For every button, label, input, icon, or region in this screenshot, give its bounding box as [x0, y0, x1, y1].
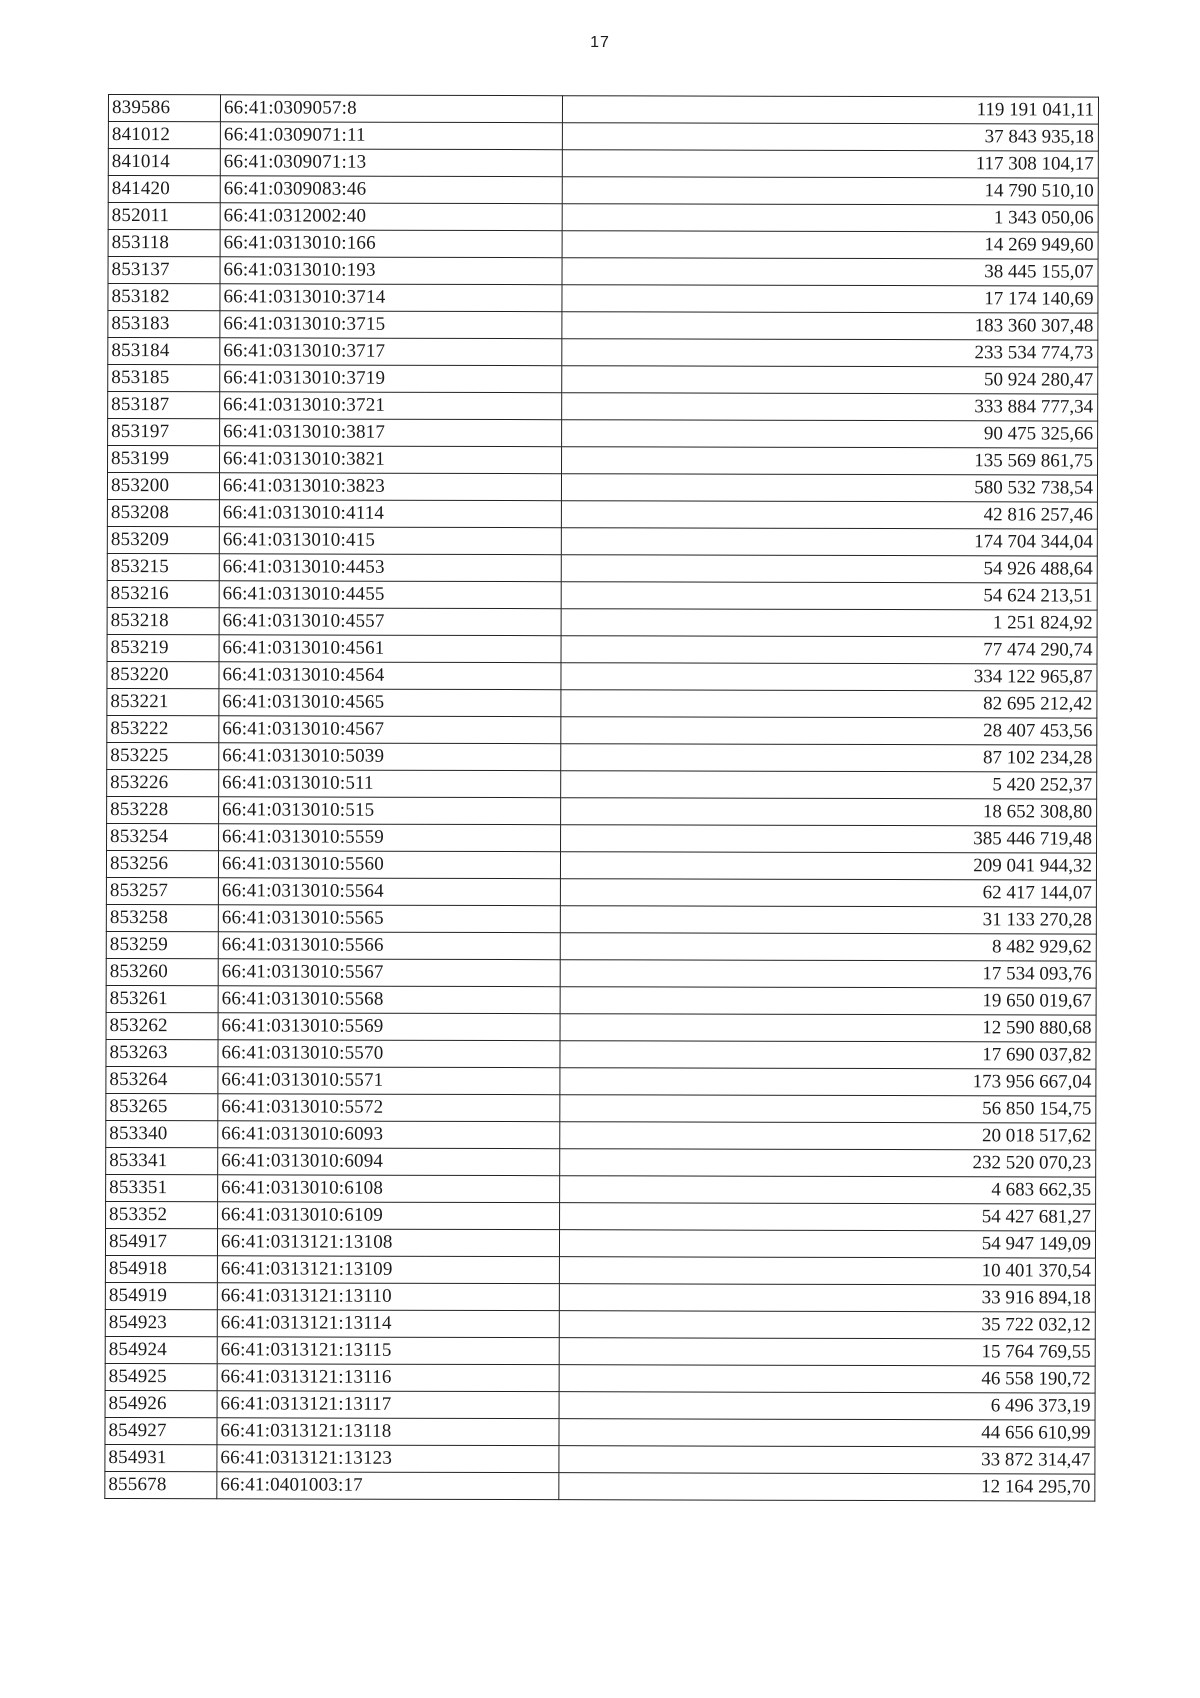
row-cadastral-number-cell: 66:41:0313010:5568 [218, 986, 560, 1014]
row-code-cell: 853260 [106, 958, 218, 985]
row-amount-cell: 385 446 719,48 [561, 825, 1097, 853]
table-row [107, 607, 1097, 637]
row-amount-cell: 31 133 270,28 [560, 906, 1096, 934]
row-amount-cell: 334 122 965,87 [561, 663, 1097, 691]
table-row [107, 688, 1097, 718]
row-amount-cell: 20 018 517,62 [560, 1122, 1096, 1150]
row-amount-cell: 44 656 610,99 [559, 1419, 1095, 1447]
data-table [104, 94, 1099, 1502]
row-cadastral-number-cell: 66:41:0313010:5564 [218, 878, 560, 906]
row-cadastral-number-cell: 66:41:0313010:4564 [219, 662, 561, 690]
row-code-cell: 853216 [107, 580, 219, 607]
row-code-cell: 854917 [105, 1228, 217, 1255]
row-amount-cell: 77 474 290,74 [561, 636, 1097, 664]
row-code-cell: 853185 [108, 365, 220, 392]
row-amount-cell: 209 041 944,32 [560, 852, 1096, 880]
table-row [108, 203, 1098, 233]
table-row [108, 176, 1098, 206]
row-code-cell: 853199 [108, 446, 220, 473]
row-cadastral-number-cell: 66:41:0313010:5559 [219, 824, 561, 852]
row-code-cell: 853200 [107, 473, 219, 500]
row-cadastral-number-cell: 66:41:0313010:4114 [219, 500, 561, 528]
table-row [105, 1417, 1095, 1447]
row-code-cell: 853257 [106, 877, 218, 904]
row-cadastral-number-cell: 66:41:0313010:5572 [218, 1094, 560, 1122]
row-amount-cell: 54 926 488,64 [561, 555, 1097, 583]
row-cadastral-number-cell: 66:41:0313121:13108 [217, 1229, 559, 1257]
row-cadastral-number-cell: 66:41:0313010:4557 [219, 608, 561, 636]
table-row [106, 931, 1096, 961]
table-row [108, 419, 1098, 449]
table-row [108, 311, 1098, 341]
row-code-cell: 853137 [108, 257, 220, 284]
table-row [107, 473, 1097, 503]
row-code-cell: 839586 [108, 95, 220, 122]
row-code-cell: 853228 [107, 796, 219, 823]
row-amount-cell: 18 652 308,80 [561, 798, 1097, 826]
row-amount-cell: 50 924 280,47 [562, 366, 1098, 394]
row-code-cell: 853226 [107, 769, 219, 796]
row-amount-cell: 28 407 453,56 [561, 717, 1097, 745]
row-code-cell: 853256 [106, 850, 218, 877]
row-code-cell: 853219 [107, 634, 219, 661]
table-row [105, 1228, 1095, 1258]
table-row [105, 1363, 1095, 1393]
row-code-cell: 853254 [107, 823, 219, 850]
table-row [106, 958, 1096, 988]
table-row [107, 526, 1097, 556]
row-cadastral-number-cell: 66:41:0313010:4455 [219, 581, 561, 609]
table-row [106, 850, 1096, 880]
row-cadastral-number-cell: 66:41:0313010:6108 [218, 1175, 560, 1203]
row-cadastral-number-cell: 66:41:0309083:46 [220, 176, 562, 204]
row-code-cell: 841012 [108, 122, 220, 149]
table-row [108, 392, 1098, 422]
row-cadastral-number-cell: 66:41:0313010:415 [219, 527, 561, 555]
row-code-cell: 853184 [108, 338, 220, 365]
table-row [108, 122, 1098, 152]
row-code-cell: 853187 [108, 392, 220, 419]
row-amount-cell: 33 916 894,18 [559, 1284, 1095, 1312]
row-amount-cell: 17 174 140,69 [562, 285, 1098, 313]
row-code-cell: 852011 [108, 203, 220, 230]
table-row [107, 742, 1097, 772]
row-cadastral-number-cell: 66:41:0313010:3714 [220, 284, 562, 312]
row-amount-cell: 42 816 257,46 [561, 501, 1097, 529]
table-row [105, 1282, 1095, 1312]
row-cadastral-number-cell: 66:41:0313010:3817 [220, 419, 562, 447]
table-row [108, 95, 1098, 125]
row-cadastral-number-cell: 66:41:0313010:3715 [220, 311, 562, 339]
row-cadastral-number-cell: 66:41:0313010:6093 [218, 1121, 560, 1149]
row-amount-cell: 19 650 019,67 [560, 987, 1096, 1015]
row-code-cell: 853259 [106, 931, 218, 958]
row-cadastral-number-cell: 66:41:0309071:11 [220, 122, 562, 150]
row-cadastral-number-cell: 66:41:0313010:5570 [218, 1040, 560, 1068]
row-code-cell: 853221 [107, 688, 219, 715]
row-amount-cell: 38 445 155,07 [562, 258, 1098, 286]
row-cadastral-number-cell: 66:41:0401003:17 [217, 1472, 559, 1500]
row-amount-cell: 173 956 667,04 [560, 1068, 1096, 1096]
table-row [106, 1201, 1096, 1231]
row-code-cell: 853262 [106, 1012, 218, 1039]
row-code-cell: 854923 [105, 1309, 217, 1336]
row-amount-cell: 135 569 861,75 [562, 447, 1098, 475]
row-amount-cell: 580 532 738,54 [561, 474, 1097, 502]
row-code-cell: 853225 [107, 742, 219, 769]
row-code-cell: 853182 [108, 284, 220, 311]
row-cadastral-number-cell: 66:41:0313010:5566 [218, 932, 560, 960]
row-cadastral-number-cell: 66:41:0313010:3719 [220, 365, 562, 393]
row-amount-cell: 82 695 212,42 [561, 690, 1097, 718]
table-row [107, 634, 1097, 664]
row-code-cell: 853263 [106, 1039, 218, 1066]
table-row [105, 1444, 1095, 1474]
table-row [107, 796, 1097, 826]
row-amount-cell: 5 420 252,37 [561, 771, 1097, 799]
row-code-cell: 854925 [105, 1363, 217, 1390]
row-amount-cell: 8 482 929,62 [560, 933, 1096, 961]
row-amount-cell: 10 401 370,54 [559, 1257, 1095, 1285]
row-cadastral-number-cell: 66:41:0313010:6109 [218, 1202, 560, 1230]
row-amount-cell: 1 251 824,92 [561, 609, 1097, 637]
row-cadastral-number-cell: 66:41:0313121:13110 [217, 1283, 559, 1311]
row-cadastral-number-cell: 66:41:0313010:4453 [219, 554, 561, 582]
row-amount-cell: 54 947 149,09 [559, 1230, 1095, 1258]
row-amount-cell: 183 360 307,48 [562, 312, 1098, 340]
row-cadastral-number-cell: 66:41:0313010:3821 [220, 446, 562, 474]
row-cadastral-number-cell: 66:41:0313010:4561 [219, 635, 561, 663]
table-row [108, 230, 1098, 260]
table-row [106, 1066, 1096, 1096]
table-row [108, 338, 1098, 368]
row-amount-cell: 14 269 949,60 [562, 231, 1098, 259]
row-amount-cell: 37 843 935,18 [562, 123, 1098, 151]
table-row [107, 661, 1097, 691]
row-amount-cell: 174 704 344,04 [561, 528, 1097, 556]
table-row [107, 769, 1097, 799]
row-code-cell: 855678 [105, 1471, 217, 1498]
row-cadastral-number-cell: 66:41:0313010:166 [220, 230, 562, 258]
row-cadastral-number-cell: 66:41:0313121:13117 [217, 1391, 559, 1419]
row-code-cell: 854931 [105, 1444, 217, 1471]
table-row [106, 877, 1096, 907]
row-code-cell: 854926 [105, 1390, 217, 1417]
row-code-cell: 841420 [108, 176, 220, 203]
row-code-cell: 854924 [105, 1336, 217, 1363]
table-row [105, 1255, 1095, 1285]
row-cadastral-number-cell: 66:41:0313010:5569 [218, 1013, 560, 1041]
row-cadastral-number-cell: 66:41:0313121:13123 [217, 1445, 559, 1473]
row-amount-cell: 12 590 880,68 [560, 1014, 1096, 1042]
table-row [108, 149, 1098, 179]
table-row [105, 1309, 1095, 1339]
row-code-cell: 854927 [105, 1417, 217, 1444]
row-cadastral-number-cell: 66:41:0312002:40 [220, 203, 562, 231]
table-row [108, 284, 1098, 314]
row-code-cell: 853264 [106, 1066, 218, 1093]
table-row [107, 715, 1097, 745]
row-amount-cell: 33 872 314,47 [559, 1446, 1095, 1474]
row-cadastral-number-cell: 66:41:0313121:13115 [217, 1337, 559, 1365]
row-amount-cell: 4 683 662,35 [560, 1176, 1096, 1204]
row-code-cell: 853351 [106, 1174, 218, 1201]
row-cadastral-number-cell: 66:41:0313010:5039 [219, 743, 561, 771]
row-amount-cell: 233 534 774,73 [562, 339, 1098, 367]
row-code-cell: 853220 [107, 661, 219, 688]
table-row [108, 257, 1098, 287]
row-cadastral-number-cell: 66:41:0313121:13109 [217, 1256, 559, 1284]
row-cadastral-number-cell: 66:41:0313010:6094 [218, 1148, 560, 1176]
row-amount-cell: 333 884 777,34 [562, 393, 1098, 421]
row-cadastral-number-cell: 66:41:0313010:515 [219, 797, 561, 825]
row-amount-cell: 15 764 769,55 [559, 1338, 1095, 1366]
table-row [105, 1390, 1095, 1420]
row-code-cell: 853197 [108, 419, 220, 446]
row-code-cell: 853208 [107, 499, 219, 526]
row-cadastral-number-cell: 66:41:0313010:5571 [218, 1067, 560, 1095]
row-cadastral-number-cell: 66:41:0313121:13116 [217, 1364, 559, 1392]
table-row [106, 1120, 1096, 1150]
row-code-cell: 853258 [106, 904, 218, 931]
row-amount-cell: 12 164 295,70 [559, 1473, 1095, 1501]
table-body [105, 95, 1099, 1502]
row-code-cell: 853341 [106, 1147, 218, 1174]
row-cadastral-number-cell: 66:41:0313010:5565 [218, 905, 560, 933]
table-row [105, 1336, 1095, 1366]
row-code-cell: 853340 [106, 1120, 218, 1147]
page-number: 17 [590, 34, 610, 51]
row-amount-cell: 17 690 037,82 [560, 1041, 1096, 1069]
row-code-cell: 853183 [108, 311, 220, 338]
row-amount-cell: 90 475 325,66 [562, 420, 1098, 448]
table-row [108, 446, 1098, 476]
table-row [106, 1012, 1096, 1042]
row-cadastral-number-cell: 66:41:0313010:5560 [218, 851, 560, 879]
row-amount-cell: 54 427 681,27 [560, 1203, 1096, 1231]
row-amount-cell: 62 417 144,07 [560, 879, 1096, 907]
row-cadastral-number-cell: 66:41:0313010:193 [220, 257, 562, 285]
table-row [107, 580, 1097, 610]
row-code-cell: 853118 [108, 230, 220, 257]
table-row [106, 904, 1096, 934]
row-cadastral-number-cell: 66:41:0313010:3721 [220, 392, 562, 420]
table-row [108, 365, 1098, 395]
table-row [105, 1471, 1095, 1501]
row-cadastral-number-cell: 66:41:0313121:13114 [217, 1310, 559, 1338]
table-row [106, 1174, 1096, 1204]
row-code-cell: 853261 [106, 985, 218, 1012]
row-amount-cell: 1 343 050,06 [562, 204, 1098, 232]
row-code-cell: 841014 [108, 149, 220, 176]
row-amount-cell: 56 850 154,75 [560, 1095, 1096, 1123]
table-row [106, 1039, 1096, 1069]
row-cadastral-number-cell: 66:41:0313010:4567 [219, 716, 561, 744]
row-amount-cell: 232 520 070,23 [560, 1149, 1096, 1177]
row-code-cell: 853215 [107, 553, 219, 580]
row-cadastral-number-cell: 66:41:0313010:3823 [219, 473, 561, 501]
row-code-cell: 854919 [105, 1282, 217, 1309]
row-cadastral-number-cell: 66:41:0309071:13 [220, 149, 562, 177]
row-code-cell: 853352 [106, 1201, 218, 1228]
row-code-cell: 854918 [105, 1255, 217, 1282]
row-amount-cell: 87 102 234,28 [561, 744, 1097, 772]
row-amount-cell: 14 790 510,10 [562, 177, 1098, 205]
row-amount-cell: 17 534 093,76 [560, 960, 1096, 988]
table-row [107, 823, 1097, 853]
row-cadastral-number-cell: 66:41:0313010:3717 [220, 338, 562, 366]
table-row [106, 985, 1096, 1015]
row-amount-cell: 119 191 041,11 [562, 96, 1098, 124]
row-code-cell: 853265 [106, 1093, 218, 1120]
row-amount-cell: 46 558 190,72 [559, 1365, 1095, 1393]
table-row [107, 553, 1097, 583]
table-row [107, 499, 1097, 529]
row-amount-cell: 54 624 213,51 [561, 582, 1097, 610]
row-code-cell: 853218 [107, 607, 219, 634]
row-cadastral-number-cell: 66:41:0313121:13118 [217, 1418, 559, 1446]
table-row [106, 1093, 1096, 1123]
row-code-cell: 853222 [107, 715, 219, 742]
row-cadastral-number-cell: 66:41:0313010:511 [219, 770, 561, 798]
row-cadastral-number-cell: 66:41:0313010:4565 [219, 689, 561, 717]
row-amount-cell: 6 496 373,19 [559, 1392, 1095, 1420]
row-amount-cell: 117 308 104,17 [562, 150, 1098, 178]
table-row [106, 1147, 1096, 1177]
row-amount-cell: 35 722 032,12 [559, 1311, 1095, 1339]
row-cadastral-number-cell: 66:41:0313010:5567 [218, 959, 560, 987]
row-cadastral-number-cell: 66:41:0309057:8 [220, 95, 562, 123]
row-code-cell: 853209 [107, 526, 219, 553]
